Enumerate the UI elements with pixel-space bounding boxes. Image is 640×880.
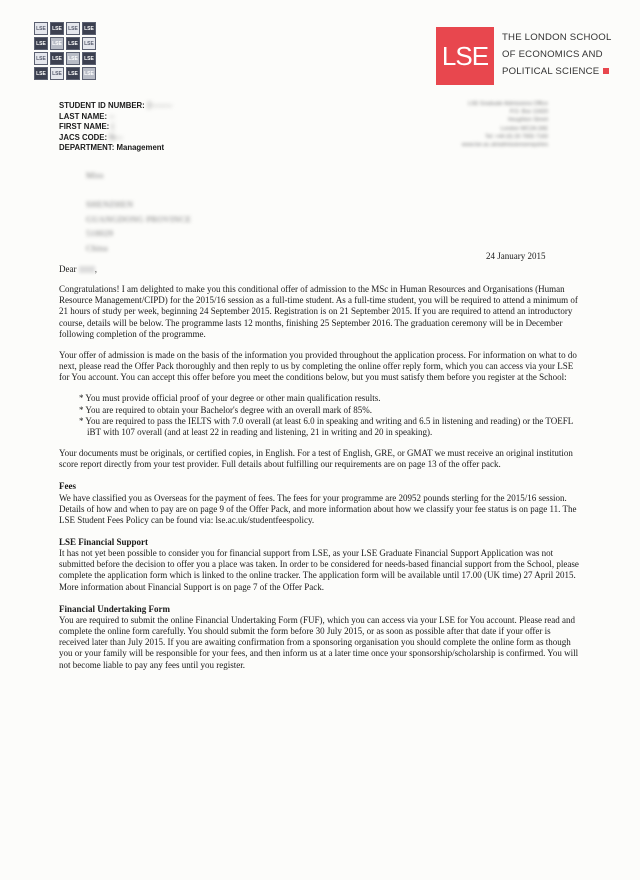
admissions-office-address: LSE Graduate Admissions Office P.O. Box 13420 Houghton Street London WC2A 2AE Tel: +44 (0) 20 7955 7160 www.lse.ac.uk/admissionsenquiries [461, 101, 548, 149]
last-name-row: LAST NAME: -- [59, 111, 115, 121]
lse-seal-grid-logo [34, 22, 96, 80]
student-id-row: STUDENT ID NUMBER: 2-------- [59, 101, 173, 110]
salutation: Dear , [59, 264, 97, 274]
lse-logo-box: LSE [436, 27, 494, 85]
seal-cell: LSE [66, 67, 80, 80]
financial-support-paragraph: It has not yet been possible to consider you for financial support from LSE, as your LSE Graduate Financial Support Application was not submitted before the decision to offer you a place was taken. In order to be considered for needs-based financial support from the School, please complete the application form which is linked to the online tracker. The application form will be available until 17.00 (UK time) 27 April 2015. More information about Financial Support is on page 7 of the Offer Pack. [59, 548, 579, 592]
financial-support-heading: LSE Financial Support [59, 536, 149, 547]
documents-paragraph: Your documents must be originals, or certified copies, in English. For a test of English, GRE, or GMAT we must receive an original institution score report directly from your test provider. Full details about fulfilling our requirements are on page 13 of the offer pack. [59, 448, 573, 470]
condition-item: * You are required to obtain your Bachelor's degree with an overall mark of 85%. [79, 404, 373, 415]
seal-cell: LSE [50, 52, 64, 65]
seal-cell: LSE [82, 52, 96, 65]
student-details [59, 101, 172, 154]
logo-line-1: THE LONDON SCHOOL [502, 32, 612, 43]
seal-cell: LSE [50, 37, 64, 50]
offer-paragraph: Congratulations! I am delighted to make you this conditional offer of admission to the MSc in Human Resources and Organisations (Human Resource Management/CIPD) for the 2015/16 session as a full-time student. As a full-time student, you will be required to attend a minimum of 21 hours of study per week, beginning 24 September 2015. Registration is on 21 September 2015. If you are required to attend an introductory course, details will be below. The programme lasts 12 months, finishing 25 September 2016. The graduation ceremony will be in December following completion of the programme. [59, 284, 578, 339]
logo-line-3: POLITICAL SCIENCE [502, 63, 611, 80]
condition-item: * You are required to pass the IELTS with 7.0 overall (at least 6.0 in speaking and writing and 6.5 in listening and reading) or the TOEFL iBT with 107 overall (and at least 22 in reading and listening, 21 in writing and 20 in speaking). [79, 415, 573, 437]
conditions-intro-paragraph: Your offer of admission is made on the basis of the information you provided throughout the application process. For information on what to do next, please read the Offer Pack thoroughly and then reply to us by completing the online offer reply form, which you can access via your LSE for You account. You can accept this offer before you meet the conditions below, but you must satisfy them before you register at the School: [59, 349, 577, 383]
lse-logo-wordmark [502, 29, 611, 80]
seal-cell: LSE [66, 37, 80, 50]
fees-heading: Fees [59, 481, 76, 492]
department-row: DEPARTMENT: Management [59, 143, 165, 152]
financial-undertaking-paragraph: You are required to submit the online Financial Undertaking Form (FUF), which you can access via your LSE for You account. Please read and complete the online form carefully. You should submit the form before 30 July 2015, or as soon as possible after that date if your offer is received later than July 2015. If you are awaiting confirmation from a sponsoring organisation you should complete the online form as though you or your family will be responsible for your fees, and then inform us at a later time once your sponsorship/scholarship is confirmed. You will not become liable to pay any fees until you register. [59, 614, 579, 670]
seal-cell: LSE [82, 37, 96, 50]
logo-line-2: OF ECONOMICS AND [502, 49, 603, 60]
first-name-row: FIRST NAME: ( [59, 122, 115, 131]
seal-cell: LSE [82, 22, 96, 35]
seal-cell: LSE [66, 52, 80, 65]
seal-cell: LSE [50, 67, 64, 80]
seal-cell: LSE [82, 67, 96, 80]
fees-paragraph: We have classified you as Overseas for the payment of fees. The fees for your programme are 20952 pounds sterling for the 2015/16 session. Details of how and when to pay are on page 9 of the Offer Pack, and more information about how we classify your fee status is on page 11. The LSE Student Fees Policy can be found via: lse.ac.uk/studentfeespolicy. [59, 492, 577, 525]
seal-cell: LSE [34, 52, 48, 65]
seal-cell: LSE [50, 22, 64, 35]
condition-item: * You must provide official proof of your degree or other main qualification results. [79, 393, 381, 404]
financial-undertaking-heading: Financial Undertaking Form [59, 603, 171, 614]
recipient-address: Miss SHENZHEN GUANGDONG PROVINCE 518029 China [86, 170, 192, 253]
seal-cell: LSE [34, 37, 48, 50]
letter-date: 24 January 2015 [486, 251, 546, 261]
seal-cell: LSE [66, 22, 80, 35]
conditions-list [79, 393, 580, 438]
seal-cell: LSE [34, 67, 48, 80]
seal-cell: LSE [34, 22, 48, 35]
letter-body [59, 264, 580, 681]
jacs-code-row: JACS CODE: N--- [59, 132, 123, 142]
